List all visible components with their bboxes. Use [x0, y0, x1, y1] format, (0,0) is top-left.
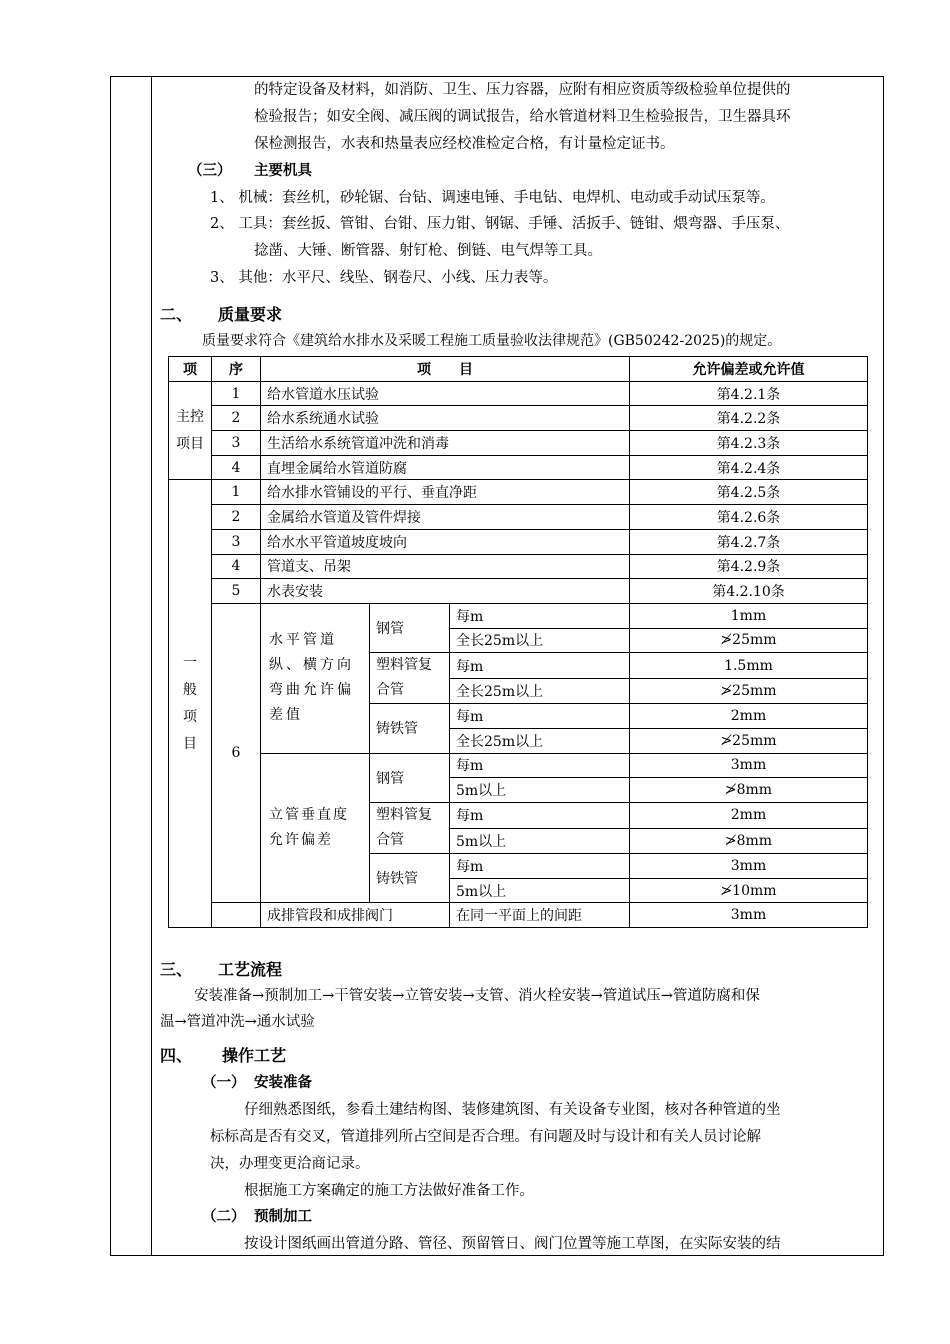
row-value: 2mm: [630, 803, 868, 829]
sub2-number: （二）: [202, 1209, 246, 1225]
section-2-number: 二、: [160, 305, 193, 324]
row-condition: 全长25m以上: [450, 678, 630, 704]
row-seq: 3: [212, 431, 261, 456]
plastic-pipe-label: 塑料管复合管: [370, 803, 450, 854]
header-item: 项 目: [261, 357, 630, 382]
intro-line-1: 的特定设备及材料，如消防、卫生、压力容器，应附有相应资质等级检验单位提供的: [254, 82, 791, 98]
row-item: 水表安装: [261, 579, 630, 604]
row-value: 第4.2.5条: [630, 480, 868, 505]
sub2-title: 预制加工: [254, 1209, 312, 1225]
table-row: [169, 579, 868, 604]
main-control-label: 主控项目: [169, 381, 212, 480]
table-row: [169, 603, 868, 628]
section-3-number: 三、: [160, 960, 193, 979]
row-seq: 1: [212, 381, 261, 406]
row-value: ≯25mm: [630, 728, 868, 753]
intro-line-3: 保检测报告，水表和热量表应经校准检定合格，有计量检定证书。: [254, 136, 675, 152]
table-row: [169, 431, 868, 456]
row-value: ≯25mm: [630, 628, 868, 653]
process-flow-line-2: 温→管道冲洗→通水试验: [160, 1014, 315, 1030]
row-value: 2mm: [630, 704, 868, 729]
cast-iron-pipe-label: 铸铁管: [370, 854, 450, 903]
section-4-title: 操作工艺: [222, 1046, 287, 1065]
table-header-row: [169, 357, 868, 382]
row-item: 给水管道水压试验: [261, 381, 630, 406]
row-seq: 4: [212, 554, 261, 579]
row-seq: 3: [212, 529, 261, 554]
row-item: 生活给水系统管道冲洗和消毒: [261, 431, 630, 456]
row-condition: 5m以上: [450, 778, 630, 803]
process-flow-line-1: 安装准备→预制加工→干管安装→立管安装→支管、消火栓安装→管道试压→管道防腐和保: [194, 988, 760, 1004]
row-seq: 2: [212, 406, 261, 431]
section-4-number: 四、: [160, 1046, 193, 1065]
row-value: 3mm: [630, 903, 868, 928]
prep-paragraph-line-1: 仔细熟悉图纸，参看土建结构图、装修建筑图、有关设备专业图，核对各种管道的坐: [244, 1102, 781, 1118]
row-condition: 5m以上: [450, 828, 630, 854]
tools-item-1: 1、 机械：套丝机，砂轮锯、台钻、调速电锤、手电钻、电焊机、电动或手动试压泵等。: [210, 190, 775, 206]
row-value: ≯8mm: [630, 828, 868, 854]
table-row: [169, 753, 868, 778]
empty-seq-cell: [212, 903, 261, 928]
steel-pipe-label: 钢管: [370, 753, 450, 802]
row-condition: 每m: [450, 854, 630, 879]
row-condition: 全长25m以上: [450, 628, 630, 653]
vertical-deviation-label: 立管垂直度允许偏差: [261, 753, 370, 903]
row-value: 第4.2.1条: [630, 381, 868, 406]
table-row: [169, 455, 868, 480]
table-row: [169, 554, 868, 579]
sub1-title: 安装准备: [254, 1075, 312, 1091]
tools-item-2a: 2、 工具：套丝扳、管钳、台钳、压力钳、钢锯、手锤、活扳手、链钳、煨弯器、手压泵、: [210, 216, 790, 232]
row-condition: 5m以上: [450, 878, 630, 903]
table-row: [169, 381, 868, 406]
prep-paragraph-line-3: 决，办理变更洽商记录。: [210, 1156, 370, 1172]
intro-line-2: 检验报告；如安全阀、减压阀的调试报告，给水管道材料卫生检验报告，卫生器具环: [254, 109, 791, 125]
tools-item-3: 3、 其他：水平尺、线坠、钢卷尺、小线、压力表等。: [210, 270, 558, 286]
row-seq: 1: [212, 480, 261, 505]
row-seq: 5: [212, 579, 261, 604]
prep-paragraph-2: 根据施工方案确定的施工方法做好准备工作。: [244, 1183, 534, 1199]
header-value: 允许偏差或允许值: [630, 357, 868, 382]
row-condition: 每m: [450, 704, 630, 729]
table-row: [169, 480, 868, 505]
tools-heading-number: （三）: [188, 163, 232, 179]
table-row: [169, 529, 868, 554]
row-value: 1mm: [630, 603, 868, 628]
general-label: 一般项目: [169, 480, 212, 928]
steel-pipe-label: 钢管: [370, 603, 450, 652]
row-condition: 每m: [450, 603, 630, 628]
row-value: 第4.2.9条: [630, 554, 868, 579]
frame-column-divider: [151, 76, 152, 1256]
row-item: 给水水平管道坡度坡向: [261, 529, 630, 554]
tools-item-2b: 捻凿、大锤、断管器、射钉枪、倒链、电气焊等工具。: [254, 243, 602, 259]
prefab-paragraph-line-1: 按设计图纸画出管道分路、管径、预留管日、阀门位置等施工草图，在实际安装的结: [244, 1236, 781, 1252]
row-condition: 在同一平面上的间距: [450, 903, 630, 928]
row-value: 第4.2.10条: [630, 579, 868, 604]
header-category: 项: [169, 357, 212, 382]
table-row: [169, 903, 868, 928]
row-value: 3mm: [630, 753, 868, 778]
header-seq: 序: [212, 357, 261, 382]
section-2-title: 质量要求: [218, 305, 283, 324]
row-condition: 每m: [450, 653, 630, 679]
table-row: [169, 505, 868, 530]
row-value: ≯10mm: [630, 878, 868, 903]
row-value: 第4.2.2条: [630, 406, 868, 431]
plastic-pipe-label: 塑料管复合管: [370, 653, 450, 704]
row-value: 第4.2.6条: [630, 505, 868, 530]
row-value: ≯8mm: [630, 778, 868, 803]
row-value: 第4.2.3条: [630, 431, 868, 456]
row-item: 给水排水管铺设的平行、垂直净距: [261, 480, 630, 505]
row-value: 第4.2.4条: [630, 455, 868, 480]
section-2-intro: 质量要求符合《建筑给水排水及采暖工程施工质量验收法律规范》(GB50242-2025)的规定。: [202, 333, 782, 349]
row-seq: 6: [212, 603, 261, 903]
row-item: 直埋金属给水管道防腐: [261, 455, 630, 480]
row-condition: 全长25m以上: [450, 728, 630, 753]
cast-iron-pipe-label: 铸铁管: [370, 704, 450, 753]
table-row: [169, 406, 868, 431]
row-item: 管道支、吊架: [261, 554, 630, 579]
horizontal-deviation-label: 水平管道纵、横方向弯曲允许偏差值: [261, 603, 370, 753]
section-3-title: 工艺流程: [218, 960, 283, 979]
sub1-number: （一）: [202, 1075, 246, 1091]
row-item: 成排管段和成排阀门: [261, 903, 450, 928]
prep-paragraph-line-2: 标标高是否有交叉，管道排列所占空间是否合理。有问题及时与设计和有关人员讨论解: [210, 1129, 761, 1145]
row-value: ≯25mm: [630, 678, 868, 704]
row-condition: 每m: [450, 803, 630, 829]
tools-heading-title: 主要机具: [254, 163, 312, 179]
row-condition: 每m: [450, 753, 630, 778]
row-seq: 4: [212, 455, 261, 480]
row-item: 给水系统通水试验: [261, 406, 630, 431]
row-value: 3mm: [630, 854, 868, 879]
row-seq: 2: [212, 505, 261, 530]
row-item: 金属给水管道及管件焊接: [261, 505, 630, 530]
row-value: 1.5mm: [630, 653, 868, 679]
row-value: 第4.2.7条: [630, 529, 868, 554]
quality-table: [168, 356, 868, 928]
